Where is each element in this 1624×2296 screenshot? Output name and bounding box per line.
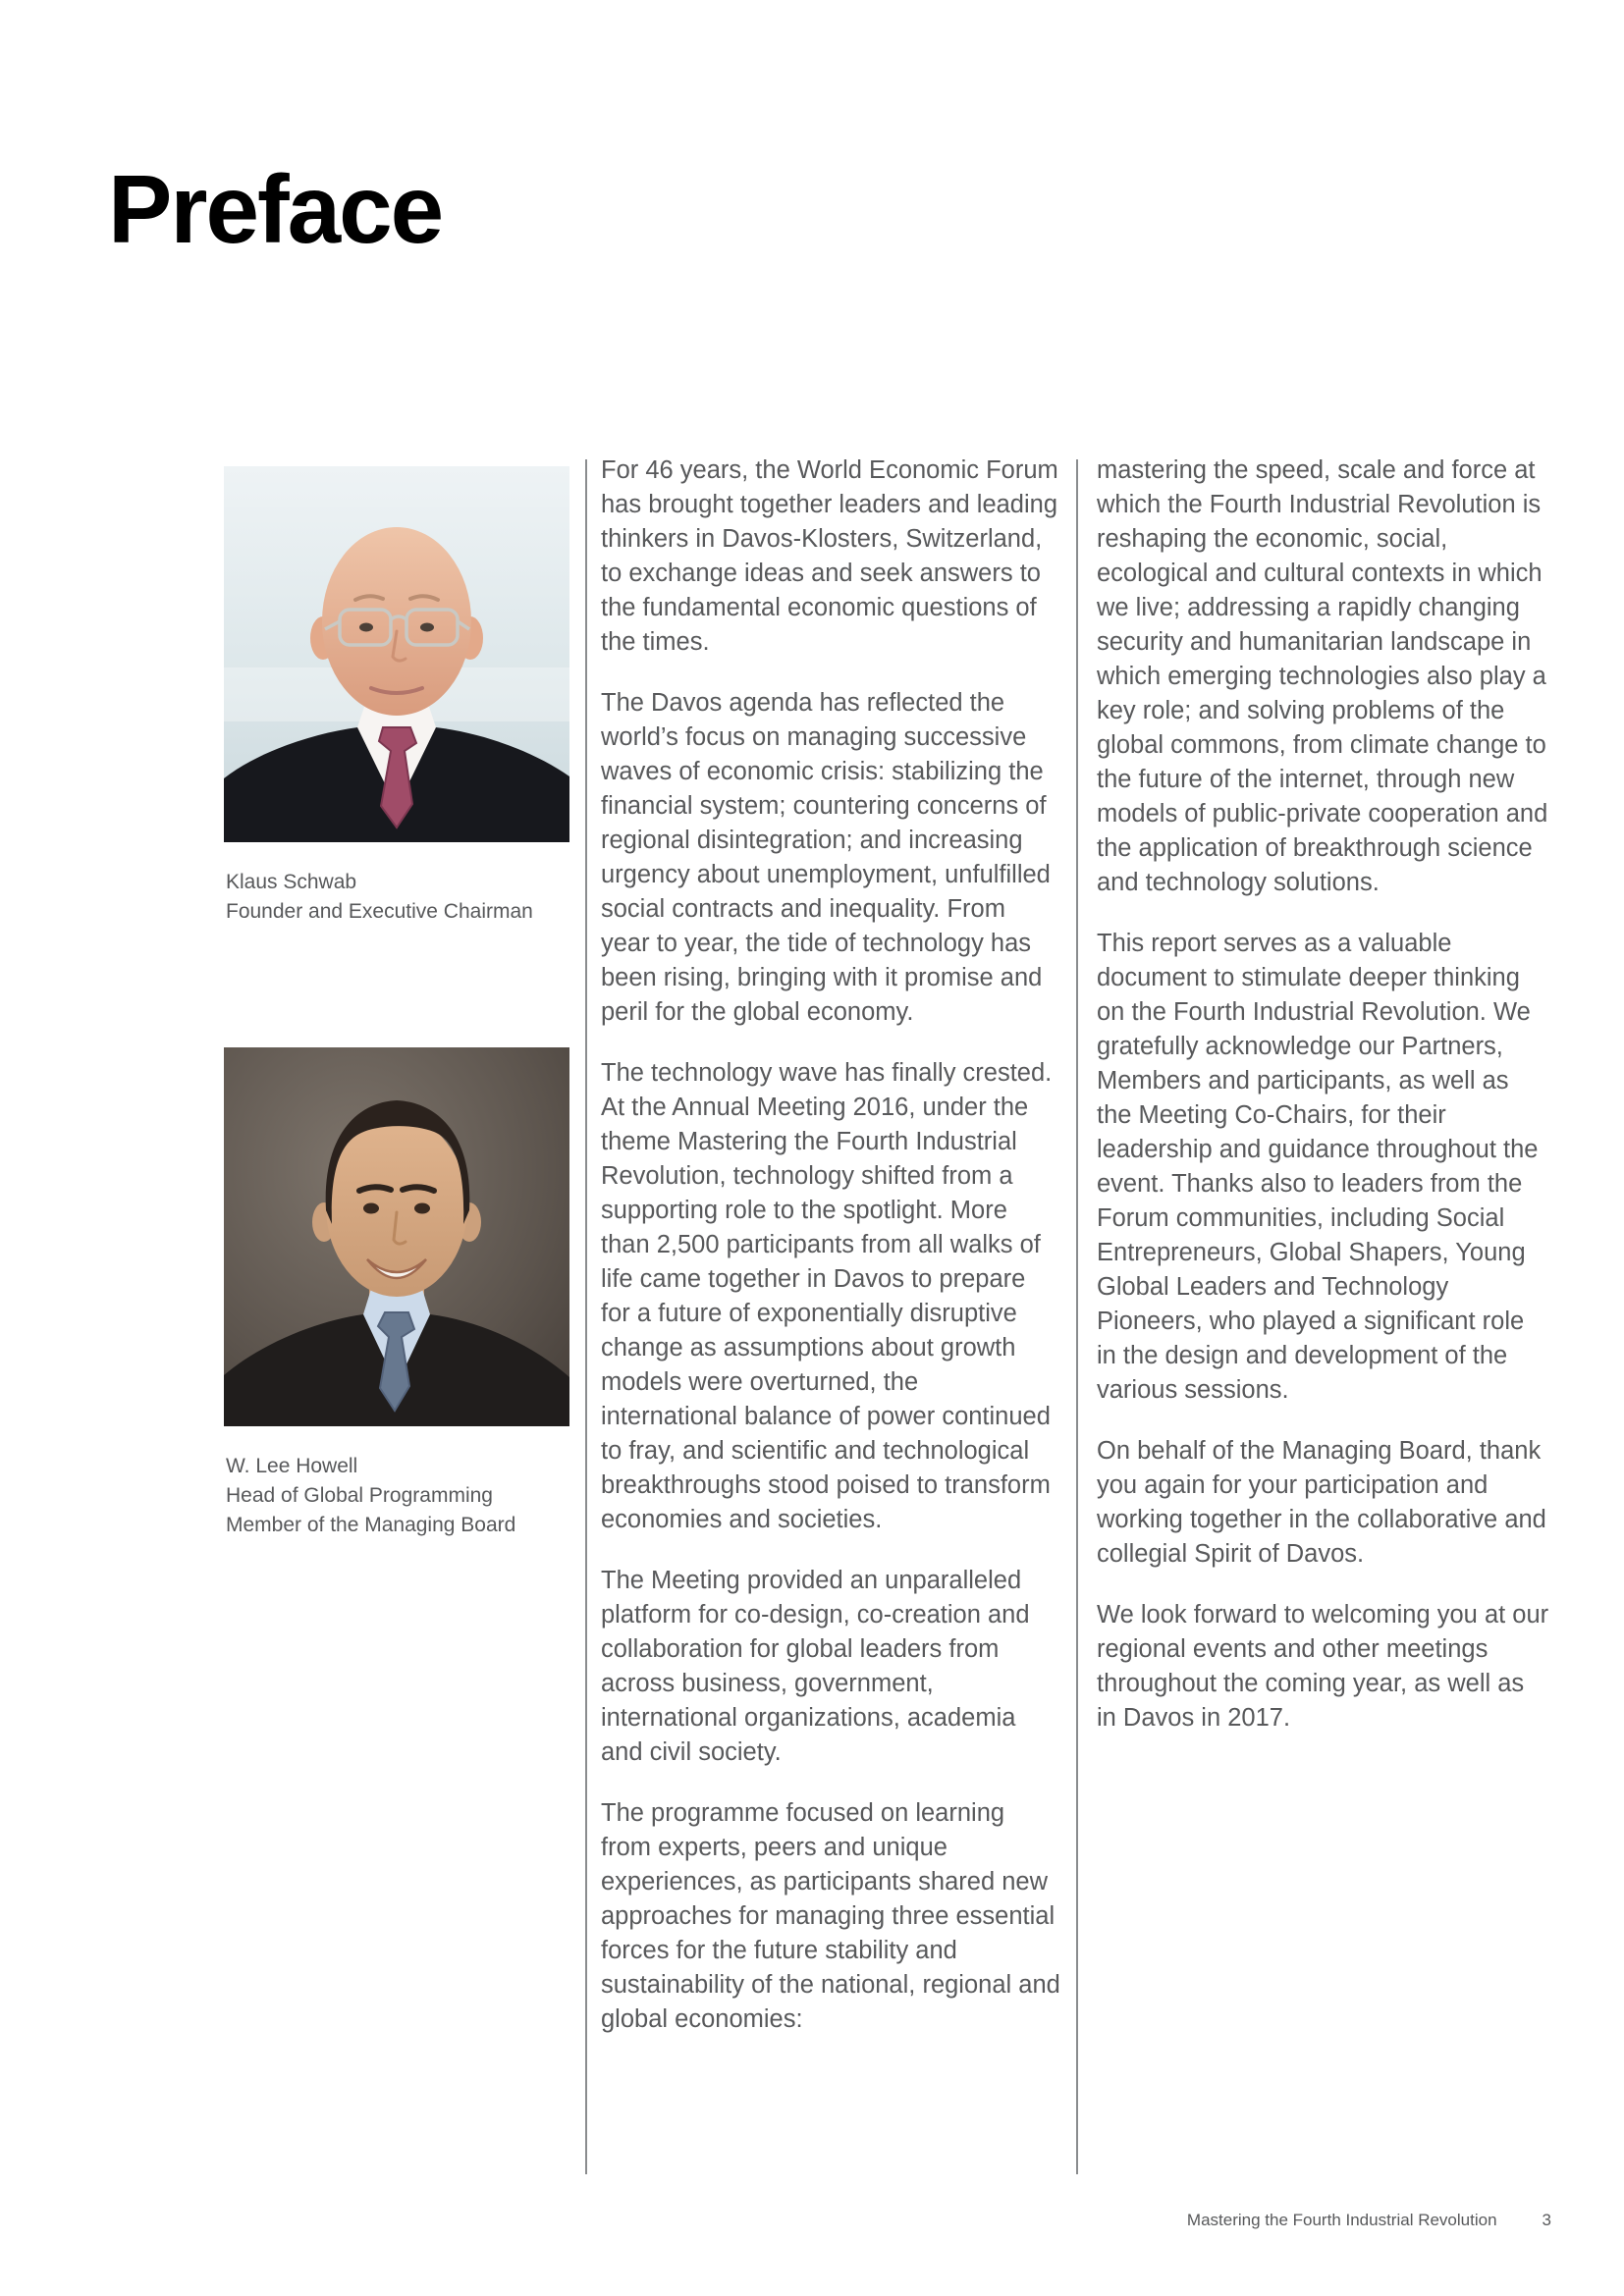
footer-report-title: Mastering the Fourth Industrial Revolution bbox=[1186, 2211, 1497, 2229]
person-role: Member of the Managing Board bbox=[226, 1514, 516, 1536]
paragraph: We look forward to welcoming you at our regional events and other meetings throughout the coming year, as well as in Davos in 2017. bbox=[1097, 1601, 1549, 1732]
body-column-right bbox=[1097, 454, 1550, 1762]
w-lee-howell-portrait-illustration bbox=[224, 1047, 569, 1426]
photo-caption-w-lee-howell bbox=[226, 1452, 579, 1540]
paragraph: mastering the speed, scale and force at which the Fourth Industrial Revolution is reshaping the economic, social, ecological and cultural contexts in which we live; addressing a rapidly changing security and humanitarian landscape in which emerging technologies also play a key role; and solving problems of the global commons, from climate change to the future of the internet, through new models of public-private cooperation and the application of breakthrough science and technology solutions. bbox=[1097, 456, 1548, 896]
person-name: Klaus Schwab bbox=[226, 871, 357, 893]
w-lee-howell-photo bbox=[224, 1047, 569, 1426]
paragraph: The Davos agenda has reflected the world’s focus on managing successive waves of economic crisis: stabilizing the financial system; countering concerns of regional disintegration; and increasing urgency about unemployment, unfulfilled social contracts and inequality. From year to year, the tide of technology has been rising, bringing with it promise and peril for the global economy. bbox=[601, 689, 1051, 1026]
person-role: Founder and Executive Chairman bbox=[226, 900, 533, 923]
klaus-schwab-photo bbox=[224, 466, 569, 842]
paragraph: The technology wave has finally crested. At the Annual Meeting 2016, under the theme Mastering the Fourth Industrial Revolution, technology shifted from a supporting role to the spotlight. More than 2,500 participants from all walks of life came together in Davos to prepare for a future of exponentially disruptive change as assumptions about growth models were overturned, the international balance of power continued to fray, and scientific and technological breakthroughs stood poised to transform economies and societies. bbox=[601, 1059, 1053, 1533]
paragraph: On behalf of the Managing Board, thank you again for your participation and working together in the collaborative and collegial Spirit of Davos. bbox=[1097, 1437, 1546, 1568]
klaus-schwab-portrait-illustration bbox=[224, 466, 569, 842]
paragraph: The Meeting provided an unparalleled platform for co-design, co-creation and collaboration for global leaders from across business, government, international organizations, academia and civil society. bbox=[601, 1567, 1030, 1766]
person-role: Head of Global Programming bbox=[226, 1484, 493, 1507]
paragraph: For 46 years, the World Economic Forum has brought together leaders and leading thinkers in Davos-Klosters, Switzerland, to exchange ideas and seek answers to the fundamental economic questions of the times. bbox=[601, 456, 1058, 656]
body-column-middle bbox=[601, 454, 1060, 2063]
column-divider-left bbox=[585, 459, 587, 2174]
footer-page-number: 3 bbox=[1542, 2211, 1551, 2229]
paragraph: The programme focused on learning from experts, peers and unique experiences, as participants shared new approaches for managing three essential forces for the future stability and sustainability of the national, regional and global economies: bbox=[601, 1799, 1060, 2033]
page-footer bbox=[1187, 2211, 1551, 2230]
person-name: W. Lee Howell bbox=[226, 1455, 358, 1477]
photo-caption-klaus-schwab bbox=[226, 868, 579, 927]
paragraph: This report serves as a valuable document to stimulate deeper thinking on the Fourth Industrial Revolution. We gratefully acknowledge our Partners, Members and participants, as well as the Meeting Co-Chairs, for their leadership and guidance throughout the event. Thanks also to leaders from the Forum communities, including Social Entrepreneurs, Global Shapers, Young Global Leaders and Technology Pioneers, who played a significant role in the design and development of the various sessions. bbox=[1097, 930, 1539, 1404]
page-title: Preface bbox=[108, 154, 443, 263]
column-divider-right bbox=[1076, 459, 1078, 2174]
